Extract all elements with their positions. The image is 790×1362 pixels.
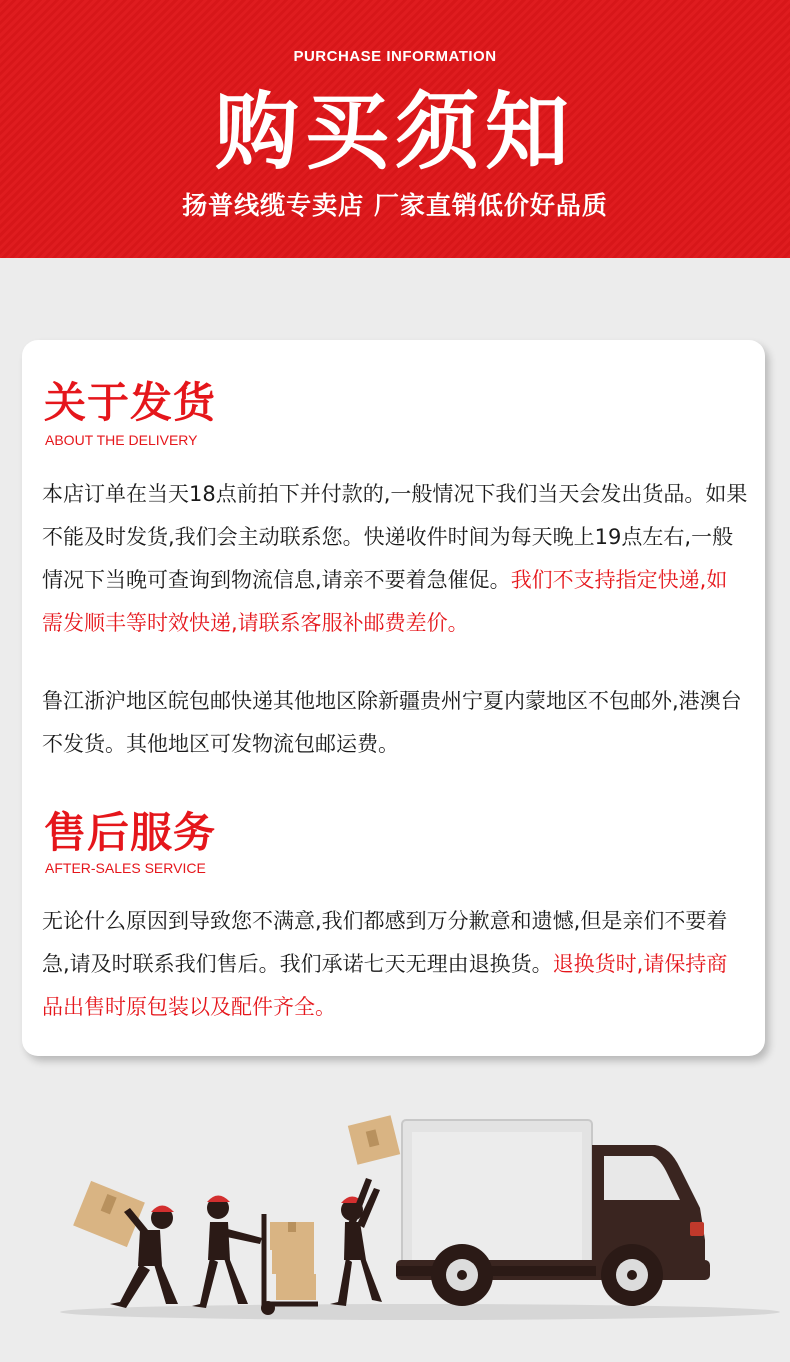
front-wheel	[601, 1244, 663, 1306]
delivery-en-title: ABOUT THE DELIVERY	[45, 432, 198, 448]
rear-wheel	[431, 1244, 493, 1306]
delivery-title: 关于发货	[44, 378, 217, 427]
header-banner	[0, 0, 790, 258]
page-title: 购买须知	[214, 83, 575, 181]
aftersales-notice-red: 退换货时,请保持商品出售时原包装以及配件齐全。	[42, 952, 728, 1019]
delivery-paragraph-2: 鲁江浙沪地区皖包邮快递其他地区除新疆贵州宁夏内蒙地区不包邮外,港澳台不发货。其他地区可发物流包邮运费。	[42, 689, 742, 756]
header-en-title: PURCHASE INFORMATION	[293, 48, 497, 65]
delivery-text: 本店订单在当天18点前拍下并付款的,一般情况下我们当天会发出货品。如果不能及时发货,我们会主动联系您。快递收件时间为每天晚上19点左右,一般情况下当晚可查询到物流信息,请亲不要着急催促。	[42, 482, 748, 592]
delivery-notice-red: 我们不支持指定快递,如需发顺丰等时效快递,请联系客服补邮费差价。	[42, 568, 728, 635]
delivery-truck-workers-illustration	[0, 1090, 790, 1340]
info-card	[22, 340, 765, 1056]
header-subtitle: 扬普线缆专卖店 厂家直销低价好品质	[182, 191, 608, 220]
aftersales-title: 售后服务	[44, 808, 217, 857]
aftersales-text: 无论什么原因到导致您不满意,我们都感到万分歉意和遗憾,但是亲们不要着急,请及时联系我们售后。我们承诺七天无理由退换货。	[42, 909, 728, 976]
aftersales-paragraph	[42, 900, 748, 1029]
worker-carrying-box-icon	[73, 1181, 178, 1308]
worker-hand-truck-icon	[192, 1196, 318, 1316]
worker-loading-icon	[330, 1115, 400, 1306]
aftersales-en-title: AFTER-SALES SERVICE	[45, 860, 206, 876]
delivery-paragraph-1	[42, 473, 748, 645]
